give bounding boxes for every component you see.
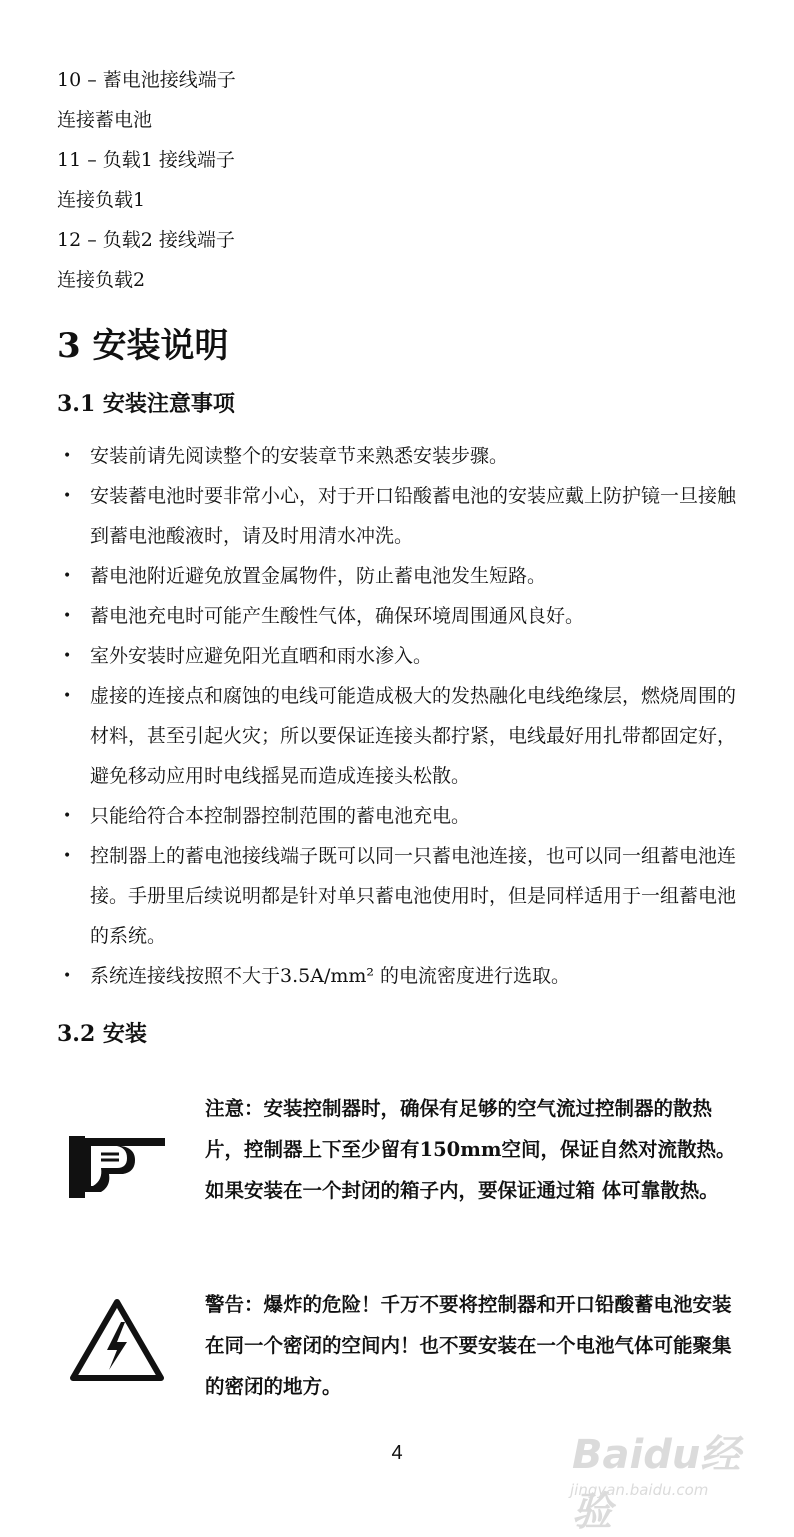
list-item: • 蓄电池充电时可能产生酸性气体，确保环境周围通风良好。	[57, 596, 747, 636]
list-item: • 蓄电池附近避免放置金属物件，防止蓄电池发生短路。	[57, 556, 747, 596]
terminal-11-desc: 连接负载1	[57, 189, 146, 211]
list-item: • 安装前请先阅读整个的安装章节来熟悉安装步骤。	[57, 436, 747, 476]
terminal-10-desc: 连接蓄电池	[57, 109, 153, 131]
subsection-title-3-1: 3.1 安装注意事项	[57, 391, 235, 417]
list-item: • 系统连接线按照不大于3.5A/mm² 的电流密度进行选取。	[57, 956, 747, 996]
terminal-12-title: 12 – 负载2 接线端子	[57, 229, 235, 251]
list-item: • 控制器上的蓄电池接线端子既可以同一只蓄电池连接，也可以同一组蓄电池连接。手册里后续说明都是针对单只蓄电池使用时，但是同样适用于一组蓄电池的系统。	[57, 836, 747, 956]
watermark-url: jingyan.baidu.com	[570, 1481, 709, 1499]
document-page	[57, 60, 747, 1054]
baidu-watermark	[560, 1405, 780, 1535]
page-number: 4	[391, 1442, 403, 1464]
warning-text: 警告：爆炸的危险！千万不要将控制器和开口铅酸蓄电池安装在同一个密闭的空间内！也不要安装在一个电池气体可能聚集的密闭的地方。	[205, 1293, 732, 1398]
list-item: • 室外安装时应避免阳光直晒和雨水渗入。	[57, 636, 747, 676]
subsection-title-3-2: 3.2 安装	[57, 1021, 147, 1047]
terminal-11-title: 11 – 负载1 接线端子	[57, 149, 235, 171]
watermark-brand: Baidu经验	[572, 1432, 741, 1535]
list-item: • 虚接的连接点和腐蚀的电线可能造成极大的发热融化电线绝缘层，燃烧周围的材料，甚至引起火灾；所以要保证连接头都拧紧，电线最好用扎带都固定好，避免移动应用时电线摇晃而造成连接头松散。	[57, 676, 747, 796]
notice-text: 注意：安装控制器时，确保有足够的空气流过控制器的散热片，控制器上下至少留有150mm空间，保证自然对流散热。如果安装在一个封闭的箱子内，要保证通过箱 体可靠散热。	[205, 1097, 736, 1202]
pointing-hand-icon	[61, 1130, 171, 1206]
terminal-10-title: 10 – 蓄电池接线端子	[57, 69, 236, 91]
section-title: 3 安装说明	[57, 326, 229, 366]
list-item: • 安装蓄电池时要非常小心，对于开口铅酸蓄电池的安装应戴上防护镜一旦接触到蓄电池酸液时，请及时用清水冲洗。	[57, 476, 747, 556]
terminal-12-desc: 连接负载2	[57, 269, 146, 291]
installation-notes-list	[57, 436, 747, 996]
list-item: • 只能给符合本控制器控制范围的蓄电池充电。	[57, 796, 747, 836]
high-voltage-warning-icon	[69, 1298, 165, 1388]
